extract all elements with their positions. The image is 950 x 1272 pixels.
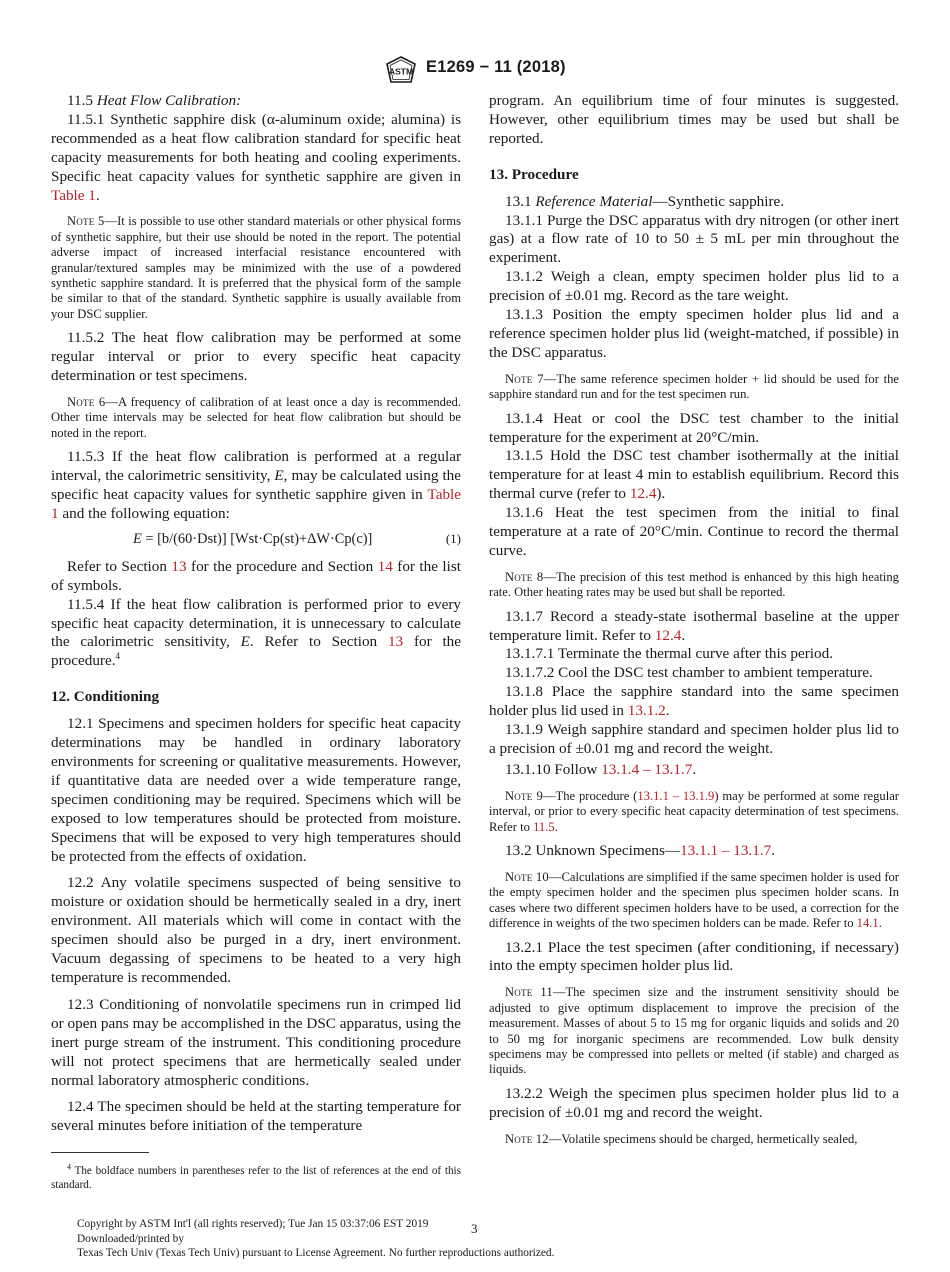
section-13-1-7: 13.1.7 Record a steady-state isothermal baseline at the upper temperature limit. Refer to 12.4. bbox=[489, 607, 899, 644]
equation-expression: E = [b/(60·Dst)] [Wst·Cp(st)+ΔW·Cp(c)] bbox=[133, 530, 373, 547]
section-11-5-3: 11.5.3 If the heat flow calibration is performed at a regular interval, the calorimetric sensitivity, E, may be calculated using the specific heat capacity values for synthetic sapphire given in Table 1 and the following equation: bbox=[51, 448, 462, 522]
section-13-1-9: 13.1.9 Weigh sapphire standard and specimen holder plus lid to a precision of ±0.01 mg and record the weight. bbox=[489, 721, 899, 757]
section-13-link[interactable]: 13 bbox=[171, 557, 187, 575]
astm-logo-text: ASTM bbox=[388, 66, 414, 77]
section-14-link[interactable]: 14 bbox=[377, 557, 393, 575]
section-13-link-2[interactable]: 13 bbox=[387, 633, 404, 651]
left-column bbox=[51, 92, 461, 1136]
document-designation: E1269 − 11 (2018) bbox=[426, 58, 566, 76]
note-8: Note 8—The precision of this test method is enhanced by this high heating rate. Other heating rates may be used but shall be reported. bbox=[489, 569, 899, 600]
section-13-1-7-2: 13.1.7.2 Cool the DSC test chamber to ambient temperature. bbox=[505, 664, 873, 682]
note-5: Note 5—It is possible to use other standard materials or other physical forms of synthetic sapphire, but their use should be noted in the report. The potential adverse impact of increased interfacial resistance encountered with granular/textured samples may be minimized with the use of a powdered synthetic sapphire standard. It is preferred that the physical form of the sample be similar to that of the standard. Synthetic sapphire is usually available from your DSC supplier. bbox=[51, 214, 461, 321]
section-12-1: 12.1 Specimens and specimen holders for specific heat capacity determinations may be handled in ordinary laboratory environments for screening or qualitative measurements. However, if quantitative data are needed over a wide temperature range, specimen conditioning may be required. Specimens which will be exposed to low temperatures should be protected from moisture. Specimens that will be exposed to very high temperatures should be protected from the effects of oxidation. bbox=[51, 715, 461, 865]
note-7: Note 7—The same reference specimen holder + lid should be used for the sapphire standard run and for the test specimen run. bbox=[489, 371, 899, 402]
section-13-1-5: 13.1.5 Hold the DSC test chamber isothermally at the initial temperature for at least 4 min to establish equilibrium. Record this thermal curve (refer to 12.4). bbox=[489, 447, 899, 503]
section-12-4: 12.4 The specimen should be held at the starting temperature for several minutes before initiation of the temperature bbox=[51, 1098, 461, 1135]
section-13-1-6: 13.1.6 Heat the test specimen from the initial to final temperature at a rate of 20°C/min. Continue to record the thermal curve. bbox=[489, 504, 899, 559]
refer-to-section: Refer to Section 13 for the procedure and Section 14 for the list of symbols. bbox=[51, 557, 461, 594]
section-13-1-4: 13.1.4 Heat or cool the DSC test chamber to the initial temperature for the experiment at 20°C/min. bbox=[489, 409, 899, 446]
page-number: 3 bbox=[471, 1221, 478, 1236]
section-13-1-1: 13.1.1 Purge the DSC apparatus with dry nitrogen (or other inert gas) at a flow rate of 10 to 50 ± 5 mL per min throughout the experiment. bbox=[489, 211, 899, 267]
page-header bbox=[0, 56, 950, 86]
section-12-heading: 12. Conditioning bbox=[51, 688, 160, 706]
note-12: Note 12—Volatile specimens should be charged, hermetically sealed, bbox=[505, 1131, 858, 1146]
section-12-2: 12.2 Any volatile specimens suspected of being sensitive to moisture or oxidation should be hermetically sealed in a dry, inert environment. All materials which will come in contact with the specimen should also be purged in a dry, inert environment. Vacuum degassing of specimens to be heated to a very high temperature is recommended. bbox=[51, 874, 461, 986]
section-11-5-4: 11.5.4 If the heat flow calibration is performed prior to every specific heat capacity determination, it is unnecessary to calculate the calorimetric sensitivity, E. Refer to Section 13 for the procedure.$^4$ bbox=[51, 595, 462, 670]
footnote-ref-4: 4 bbox=[115, 651, 121, 662]
section-13-1-4-to-13-1-7-link[interactable]: 13.1.4 – 13.1.7 bbox=[601, 760, 693, 778]
footnote-divider bbox=[51, 1152, 149, 1153]
section-11-5-heading: 11.5 Heat Flow Calibration: bbox=[67, 92, 242, 109]
note-10: Note 10—Calculations are simplified if the same specimen holder is used for the empty specimen holder and the specimen plus specimen holder scans. In cases where two different specimen holders have to be used, a correction for the difference in weights of the two specimen holders can be made. Refer to 14.1. bbox=[489, 869, 900, 931]
equation-number: (1) bbox=[445, 530, 461, 546]
copyright-notice bbox=[77, 1217, 554, 1261]
section-13-1-1-to-13-1-7-link[interactable]: 13.1.1 – 13.1.7 bbox=[680, 842, 772, 860]
table-1-link-2[interactable]: Table 1 bbox=[51, 486, 461, 522]
section-11-5-2: 11.5.2 The heat flow calibration may be performed at some regular interval or prior to every specific heat capacity determination or test specimens. bbox=[51, 329, 461, 385]
copyright-line-3: Texas Tech Univ (Texas Tech Univ) pursuant to License Agreement. No further reproductions authorized. bbox=[77, 1247, 555, 1259]
section-13-heading: 13. Procedure bbox=[489, 165, 579, 183]
section-13-2-2: 13.2.2 Weigh the specimen plus specimen holder plus lid to a precision of ±0.01 mg and record the weight. bbox=[489, 1084, 899, 1121]
section-13-1-3: 13.1.3 Position the empty specimen holder plus lid and a reference specimen holder plus lid (weight-matched, if possible) in the DSC apparatus. bbox=[489, 306, 899, 361]
section-11-5-link[interactable]: 11.5 bbox=[533, 819, 555, 834]
astm-logo-icon bbox=[381, 56, 421, 84]
section-12-3: 12.3 Conditioning of nonvolatile specimens run in crimped lid or open pans may be accomplished in the DSC apparatus, using the inert purge stream of the instrument. This conditioning procedure will not protect specimens that are hermetically sealed under normal laboratory atmospheric conditions. bbox=[51, 995, 461, 1089]
copyright-line-2: Downloaded/printed by bbox=[77, 1232, 184, 1245]
section-13-2-1: 13.2.1 Place the test specimen (after conditioning, if necessary) into the empty specimen holder plus lid. bbox=[489, 938, 899, 975]
footnote-4: $^4$ The boldface numbers in parentheses refer to the list of references at the end of this standard. bbox=[51, 1162, 461, 1192]
section-11-5-1: 11.5.1 Synthetic sapphire disk (α-aluminum oxide; alumina) is recommended as a heat flow calibration standard for specific heat capacity measurements for both heating and cooling experiments. Specific heat capacity values for synthetic sapphire are given in Table 1. bbox=[51, 110, 461, 204]
section-13-1-7-1: 13.1.7.1 Terminate the thermal curve after this period. bbox=[505, 645, 834, 663]
section-14-1-link[interactable]: 14.1 bbox=[856, 916, 879, 931]
note-9: Note 9—The procedure (13.1.1 – 13.1.9) may be performed at some regular interval, or prior to every specific heat capacity determination of test specimens. Refer to 11.5. bbox=[489, 788, 899, 834]
equation-1 bbox=[51, 530, 461, 550]
section-13-1-10: 13.1.10 Follow 13.1.4 – 13.1.7. bbox=[505, 760, 697, 778]
section-12-4-link[interactable]: 12.4 bbox=[629, 485, 657, 503]
note-6: Note 6—A frequency of calibration of at least once a day is recommended. Other time intervals may be selected for heat flow calibration but should be noted in the report. bbox=[51, 395, 461, 440]
section-13-1: 13.1 Reference Material—Synthetic sapphire. bbox=[505, 192, 785, 210]
section-13-1-2: 13.1.2 Weigh a clean, empty specimen holder plus lid to a precision of ±0.01 mg. Record as the tare weight. bbox=[489, 268, 899, 305]
table-1-link[interactable]: Table 1 bbox=[51, 186, 96, 204]
note-11: Note 11—The specimen size and the instrument sensitivity should be adjusted to give optimum displacement to improve the precision of the measurement. Masses of about 5 to 15 mg for organic liquids and solids and 20 to 50 mg for inorganic specimens are recommended. Low bulk density specimens may be compressed into pellets or melted (if stable) and charged as liquids. bbox=[489, 985, 900, 1077]
right-column bbox=[489, 92, 899, 1154]
section-12-4-continued: program. An equilibrium time of four minutes is suggested. However, other equilibrium times may be used but shall be reported. bbox=[489, 92, 899, 147]
section-12-4-link-2[interactable]: 12.4 bbox=[654, 626, 682, 644]
section-13-1-2-link[interactable]: 13.1.2 bbox=[627, 702, 666, 720]
section-13-2: 13.2 Unknown Specimens—13.1.1 – 13.1.7. bbox=[505, 842, 775, 860]
section-13-1-1-to-13-1-9-link[interactable]: 13.1.1 – 13.1.9 bbox=[637, 788, 715, 803]
section-13-1-8: 13.1.8 Place the sapphire standard into the same specimen holder plus lid used in 13.1.2. bbox=[489, 683, 899, 720]
copyright-line-1: Copyright by ASTM Int'l (all rights reserved); Tue Jan 15 03:37:06 EST 2019 bbox=[77, 1218, 429, 1230]
